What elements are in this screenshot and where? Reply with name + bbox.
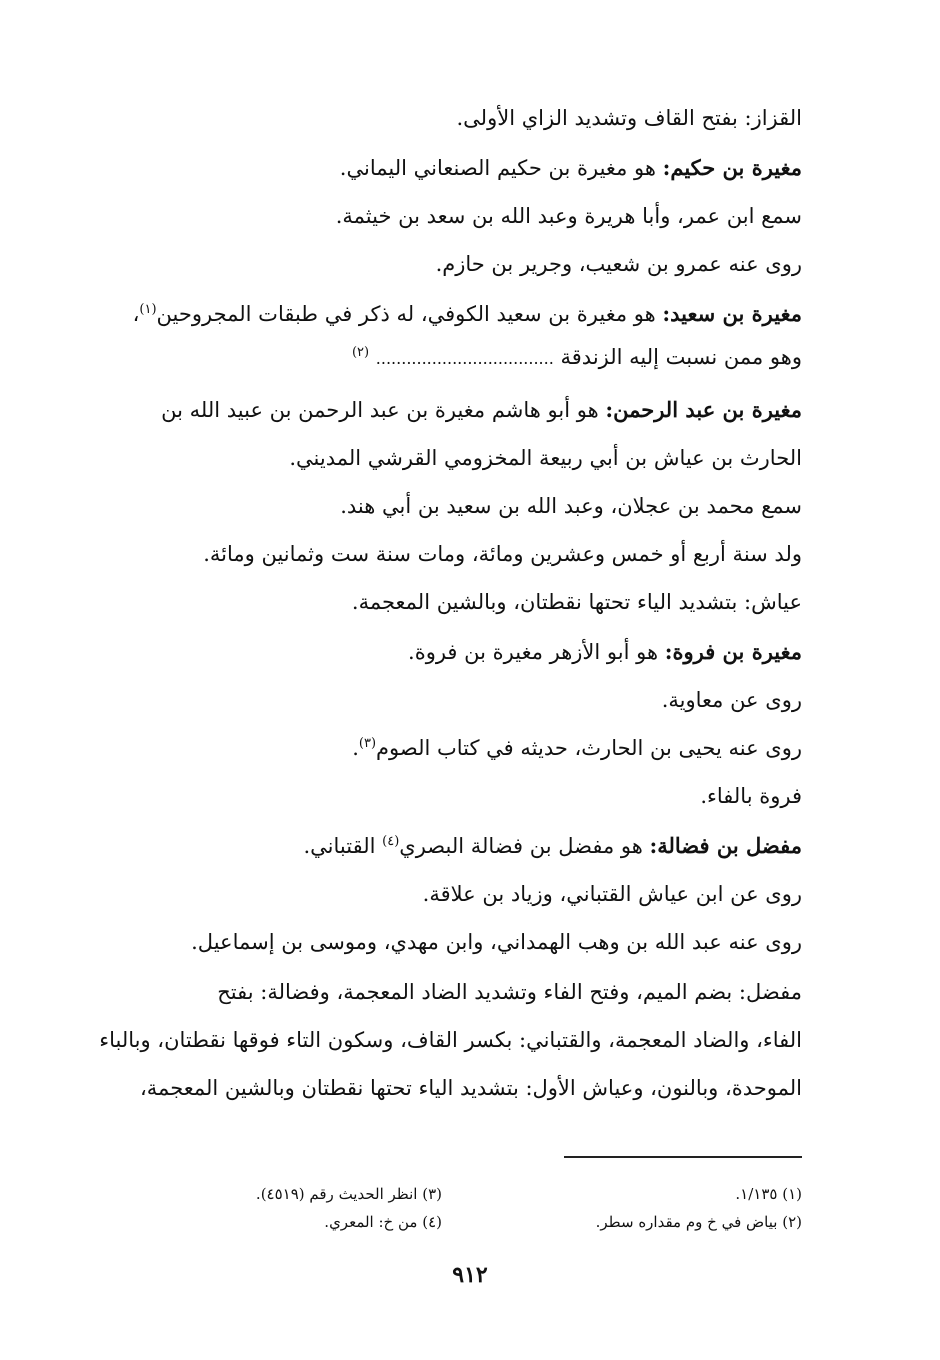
footnote-2: (٢) بياض في خ وم مقداره سطر. (595, 1213, 802, 1231)
text-line: الفاء، والضاد المعجمة، والقتباني: بكسر القاف، وسكون التاء فوقها نقطتان، وبالباء (99, 1028, 802, 1052)
footnote-column-right (472, 1180, 802, 1236)
footnote-ref: (٣) (358, 736, 377, 751)
text-line: عياش: بتشديد الياء تحتها نقطتان، وبالشين المعجمة. (351, 590, 802, 614)
entry-text: هو أبو الأزهر مغيرة بن فروة. (408, 640, 665, 664)
entry-heading-line (42, 386, 802, 434)
text-line: الموحدة، وبالنون، وعياش الأول: بتشديد الياء تحتها نقطتان وبالشين المعجمة، (140, 1076, 802, 1100)
entry-heading-line (42, 144, 802, 192)
footnote-column-left (112, 1180, 442, 1236)
footnote-1: (١) ١/١٣٥. (735, 1185, 802, 1203)
text-line: سمع محمد بن عجلان، وعبد الله بن سعيد بن أبي هند. (340, 494, 802, 518)
entry-name: مغيرة بن سعيد: (662, 301, 802, 326)
entry-name: مفضل بن فضالة: (649, 833, 802, 858)
footnote-ref: (٤) (382, 834, 400, 849)
text-line: القزاز: بفتح القاف وتشديد الزاي الأولى. (456, 106, 802, 130)
text-line: ولد سنة أربع أو خمس وعشرين ومائة، ومات سنة ست وثمانين ومائة. (203, 542, 802, 566)
entry-text: هو أبو هاشم مغيرة بن عبد الرحمن بن عبيد الله بن (161, 398, 606, 422)
footnote-ref: (٢) (351, 345, 370, 360)
main-text (42, 94, 802, 1112)
footnote-3: (٣) انظر الحديث رقم (٤٥١٩). (255, 1185, 442, 1203)
entry-text: هو مغيرة بن حكيم الصنعاني اليماني. (339, 156, 663, 180)
text-line: روى عنه عمرو بن شعيب، وجرير بن حازم. (435, 252, 802, 276)
text-line (42, 724, 802, 772)
footnote-divider (564, 1156, 802, 1158)
entry-text: . (352, 736, 359, 760)
entry-heading-line (42, 290, 802, 338)
entry-text: وهو ممن نسبت إليه الزندقة (560, 345, 802, 369)
entry-text: القتباني. (303, 834, 383, 858)
text-line: الحارث بن عياش بن أبي ربيعة المخزومي القرشي المديني. (289, 446, 802, 470)
text-line: فروة بالفاء. (700, 784, 802, 808)
text-line: روى عن ابن عياش القتباني، وزياد بن علاقة. (422, 882, 802, 906)
text-line: مفضل: بضم الميم، وفتح الفاء وتشديد الضاد المعجمة، وفضالة: بفتح (217, 980, 802, 1004)
dotted-gap: ................................... (375, 349, 554, 368)
footnote-ref: (١) (139, 302, 157, 317)
entry-name: مغيرة بن عبد الرحمن: (605, 397, 802, 422)
entry-heading-line (42, 822, 802, 870)
entry-text: هو مغيرة بن سعيد الكوفي، له ذكر في طبقات المجروحين (156, 302, 663, 326)
entry-text: هو مفضل بن فضالة البصري (399, 834, 650, 858)
text-line: روى عنه عبد الله بن وهب الهمداني، وابن مهدي، وموسى بن إسماعيل. (191, 930, 802, 954)
footnote-4: (٤) من خ: المعري. (324, 1213, 442, 1231)
entry-text: روى عنه يحيى بن الحارث، حديثه في كتاب الصوم (376, 736, 802, 760)
entry-name: مغيرة بن فروة: (664, 639, 802, 664)
page-number: ٩١٢ (452, 1262, 488, 1288)
entry-text: ، (132, 302, 140, 326)
text-line: سمع ابن عمر، وأبا هريرة وعبد الله بن سعد بن خيثمة. (335, 204, 802, 228)
text-line (42, 338, 802, 378)
text-line: روى عن معاوية. (661, 688, 802, 712)
entry-heading-line (42, 628, 802, 676)
entry-name: مغيرة بن حكيم: (662, 155, 802, 180)
